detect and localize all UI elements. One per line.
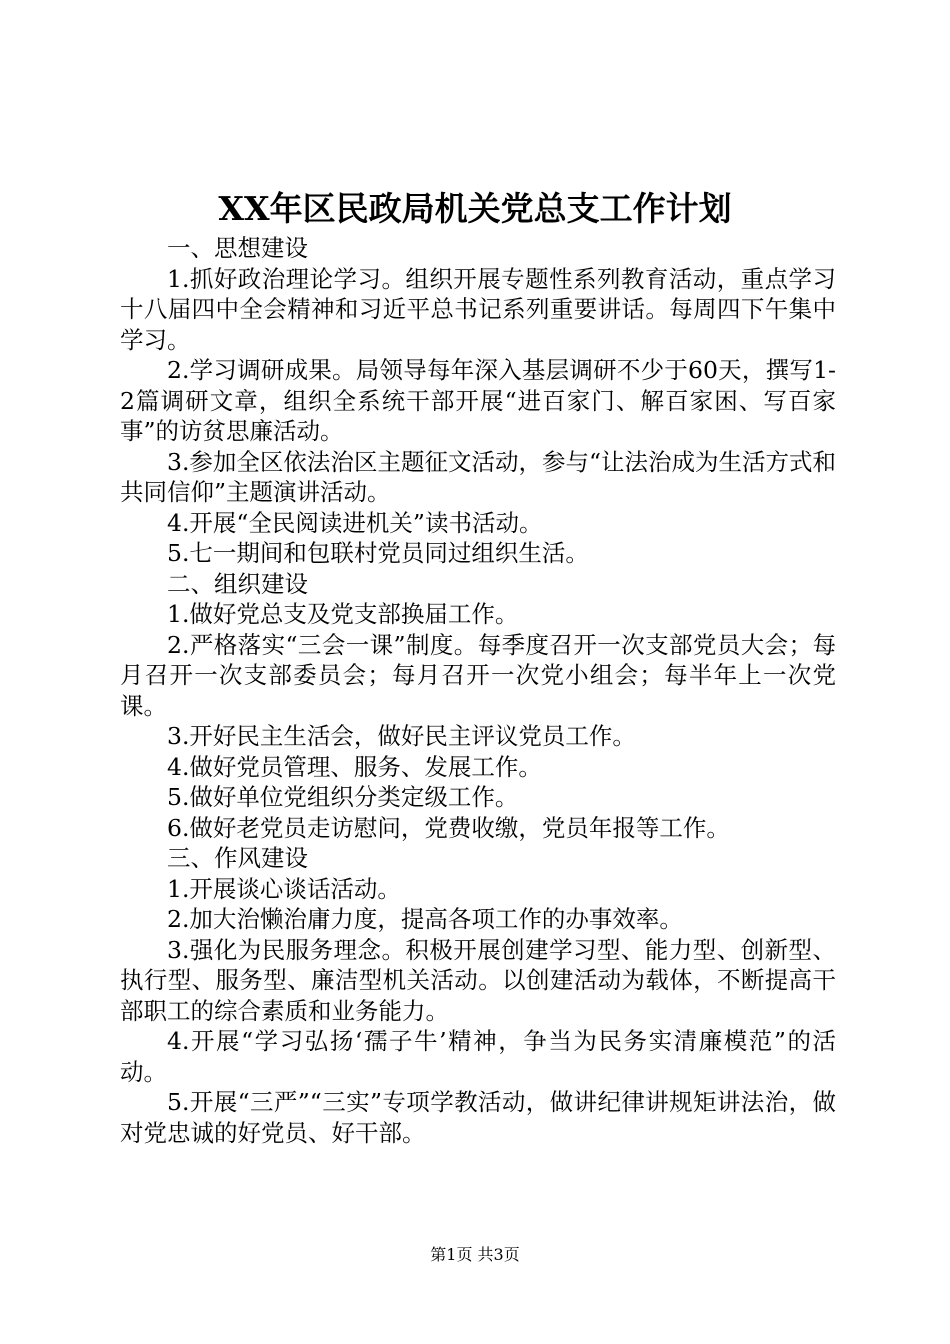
list-item: 5.做好单位党组织分类定级工作。 [167, 783, 519, 811]
section-heading: 三、作风建设 [167, 844, 308, 872]
list-item: 3.参加全区依法治区主题征文活动，参与“让法治成为生活方式和共同信仰”主题演讲活动。 [120, 447, 836, 506]
list-item: 3.开好民主生活会，做好民主评议党员工作。 [167, 722, 636, 750]
list-item: 2.加大治懒治庸力度，提高各项工作的办事效率。 [167, 905, 683, 933]
list-item: 4.开展“全民阅读进机关”读书活动。 [167, 508, 543, 537]
list-item: 5.开展“三严”“三实”专项学教活动，做讲纪律讲规矩讲法治，做对党忠诚的好党员、好干部。 [120, 1088, 836, 1147]
list-item: 4.开展“学习弘扬‘孺子牛’精神，争当为民务实清廉模范”的活动。 [120, 1027, 836, 1086]
list-item: 1.做好党总支及党支部换届工作。 [167, 600, 519, 628]
list-item: 2.严格落实“三会一课”制度。每季度召开一次支部党员大会；每月召开一次支部委员会；每月召开一次党小组会；每半年上一次党课。 [120, 630, 836, 720]
page-footer: 第1页 共3页 [430, 1245, 520, 1264]
list-item: 1.抓好政治理论学习。组织开展专题性系列教育活动，重点学习十八届四中全会精神和习近平总书记系列重要讲话。每周四下午集中学习。 [120, 264, 836, 354]
section-heading: 二、组织建设 [167, 569, 308, 598]
section-heading: 一、思想建设 [167, 234, 308, 262]
list-item: 3.强化为民服务理念。积极开展创建学习型、能力型、创新型、执行型、服务型、廉洁型机关活动。以创建活动为载体，不断提高干部职工的综合素质和业务能力。 [120, 935, 836, 1025]
document-title: XX年区民政局机关党总支工作计划 [218, 189, 732, 228]
list-item: 5.七一期间和包联村党员同过组织生活。 [167, 539, 589, 567]
list-item: 1.开展谈心谈话活动。 [167, 874, 401, 903]
list-item: 4.做好党员管理、服务、发展工作。 [167, 752, 542, 781]
document-body [120, 233, 836, 1148]
list-item: 2.学习调研成果。局领导每年深入基层调研不少于60天，撰写1-2篇调研文章，组织全系统干部开展“进百家门、解百家困、写百家事”的访贫思廉活动。 [120, 356, 836, 445]
list-item: 6.做好老党员走访慰问，党费收缴，党员年报等工作。 [167, 813, 730, 842]
